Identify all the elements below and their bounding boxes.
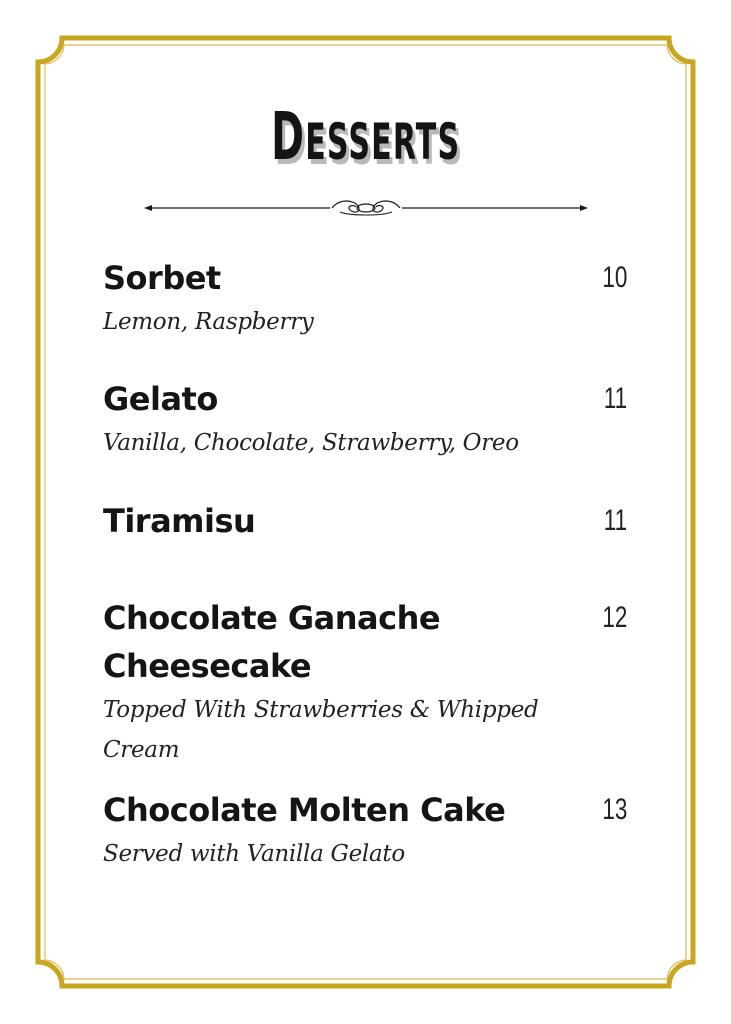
item-price: 10	[601, 261, 627, 294]
menu-item-sorbet	[103, 254, 583, 342]
item-price: 12	[601, 601, 627, 634]
menu-item-ganache-cheesecake	[103, 594, 573, 770]
menu-item-tiramisu	[103, 497, 573, 545]
item-name: Sorbet	[103, 259, 221, 297]
item-description: Topped With Strawberries & Whipped Cream	[103, 697, 539, 763]
item-price: 11	[603, 382, 627, 415]
title-rest: ESSERTS	[305, 113, 461, 171]
title-initial: D	[271, 98, 306, 175]
item-description: Served with Vanilla Gelato	[103, 841, 405, 867]
item-price: 13	[601, 793, 627, 826]
menu-item-gelato	[103, 375, 583, 463]
page-title	[146, 92, 585, 187]
ornamental-divider	[140, 196, 592, 220]
item-name: Gelato	[103, 380, 218, 418]
item-description: Vanilla, Chocolate, Strawberry, Oreo	[103, 430, 519, 456]
item-name: Tiramisu	[103, 502, 256, 540]
item-name: Chocolate Molten Cake	[103, 791, 506, 829]
menu-item-molten-cake	[103, 786, 583, 874]
item-price: 11	[603, 504, 627, 537]
item-name: Chocolate Ganache Cheesecake	[103, 599, 441, 685]
item-description: Lemon, Raspberry	[103, 309, 314, 335]
